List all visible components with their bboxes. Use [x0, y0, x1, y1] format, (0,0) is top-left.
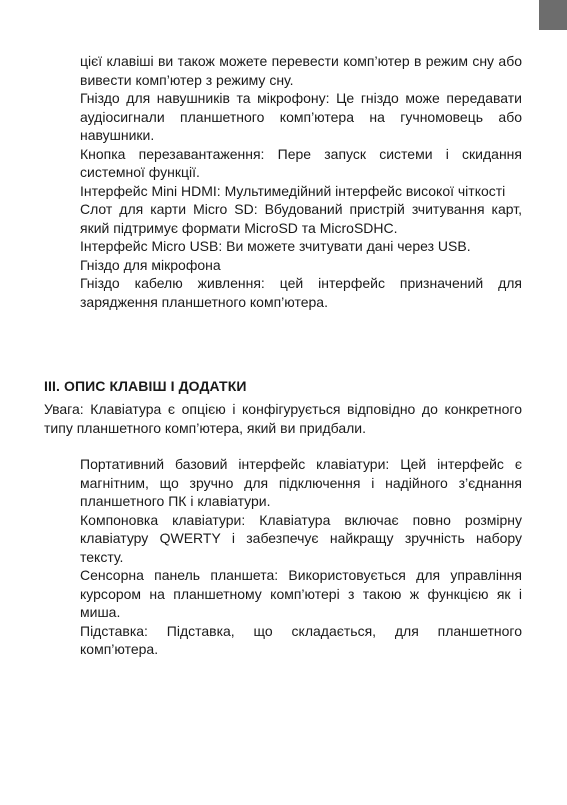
keyboard-note: Увага: Клавіатура є опцією і конфігурується відповідно до конкретного типу планшетного комп’ютера, який ви придбали. [44, 401, 522, 436]
paragraph-keyboard-layout: Компоновка клавіатури: Клавіатура включає повно розмірну клавіатуру QWERTY і забезпечує найкращу зручність набору тексту. [80, 511, 522, 565]
paragraph-micro-usb: Інтерфейс Micro USB: Ви можете зчитувати дані через USB. [80, 238, 471, 254]
paragraph-mini-hdmi: Інтерфейс Mini HDMI: Мультимедійний інтерфейс високої чіткості [80, 182, 506, 199]
paragraph-stand: Підставка: Підставка, що складається, для планшетного комп’ютера. [80, 622, 522, 657]
paragraph-reset-button: Кнопка перезавантаження: Пере запуск системи і скидання системної функції. [80, 145, 522, 180]
page-edge-tab [539, 0, 567, 30]
paragraph-power-jack: Гніздо кабелю живлення: цей інтерфейс призначений для зарядження планшетного комп’ютера. [80, 275, 522, 310]
section-heading: III. ОПИС КЛАВІШ І ДОДАТКИ [44, 378, 247, 394]
paragraph-touchpad: Сенсорна панель планшета: Використовується для управління курсором на планшетному комп’ютері з такою ж функцією як і миша. [80, 567, 522, 620]
paragraph-sleep-continued: цієї клавіші ви також можете перевести комп’ютер в режим сну або вивести комп’ютер з режиму сну. [80, 53, 522, 88]
paragraph-keyboard-interface: Портативний базовий інтерфейс клавіатури: Цей інтерфейс є магнітним, що зручно для підключення і надійного з’єднання планшетного ПК і клавіатури. [80, 456, 522, 509]
bottom-paragraphs [80, 455, 522, 659]
paragraph-audio-jack: Гніздо для навушників та мікрофону: Це гніздо може передавати аудіосигнали планшетного комп’ютера на гучномовець або навушники. [80, 90, 522, 143]
paragraph-micro-sd: Слот для карти Micro SD: Вбудований пристрій зчитування карт, який підтримує формати MicroSD та MicroSDHC. [80, 201, 522, 236]
paragraph-microphone-jack: Гніздо для мікрофона [80, 256, 221, 273]
top-paragraphs [80, 52, 522, 311]
